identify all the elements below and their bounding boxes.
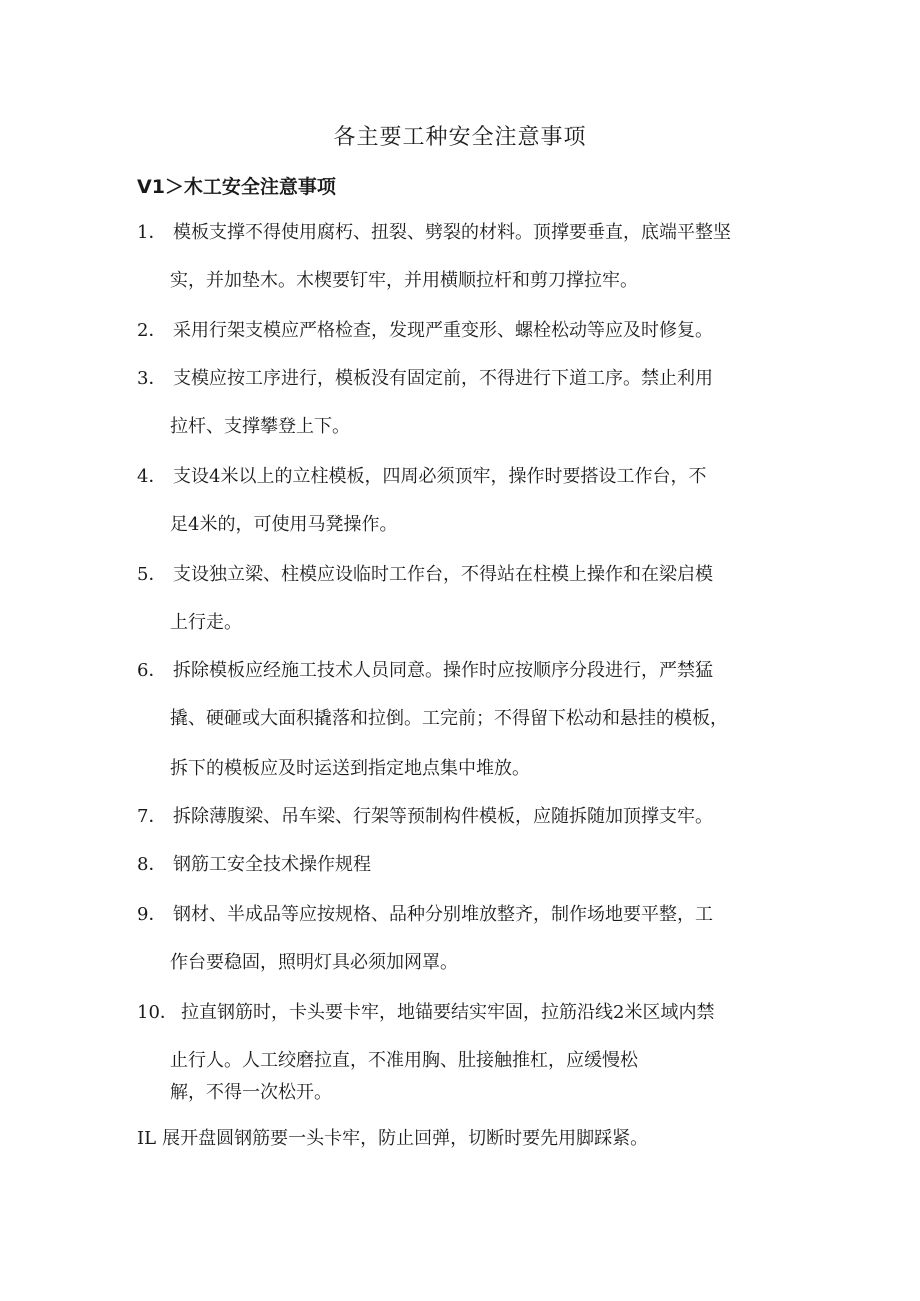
list-item-2	[137, 320, 713, 342]
list-item-10	[137, 1002, 714, 1024]
list-item-4	[137, 466, 706, 488]
list-item-7	[137, 806, 713, 828]
list-item-9	[137, 904, 713, 926]
item-text-continuation: 上行走。	[170, 612, 242, 633]
document-title: 各主要工种安全注意事项	[333, 125, 587, 150]
item-text: 支设4米以上的立柱模板，四周必须顶牢，操作时要搭设工作台，不	[173, 466, 707, 487]
list-item-6	[137, 660, 713, 682]
item-number: 3．	[137, 368, 167, 389]
item-text-continuation: 拆下的模板应及时运送到指定地点集中堆放。	[170, 758, 530, 779]
item-text: 钢筋工安全技术操作规程	[173, 854, 371, 875]
list-item-1	[137, 222, 731, 244]
item-number: 9．	[137, 904, 167, 925]
item-text: 采用行架支模应严格检查，发现严重变形、螺栓松动等应及时修复。	[173, 320, 713, 341]
item-text-continuation: 止行人。人工绞磨拉直，不准用胸、肚接触推杠，应缓慢松	[170, 1050, 638, 1071]
item-text-continuation: 实，并加垫木。木楔要钉牢，并用横顺拉杆和剪刀撑拉牢。	[170, 270, 638, 291]
list-item-8	[137, 854, 371, 876]
item-number: 7．	[137, 806, 167, 827]
section-heading: V1＞木工安全注意事项	[137, 176, 336, 198]
item-text: 拉直钢筋时，卡头要卡牢，地锚要结实牢固，拉筋沿线2米区域内禁	[181, 1002, 715, 1023]
item-text: 拆除模板应经施工技术人员同意。操作时应按顺序分段进行，严禁猛	[173, 660, 713, 681]
item-text: 展开盘圆钢筋要一头卡牢，防止回弹，切断时要先用脚踩紧。	[162, 1128, 649, 1149]
item-text-continuation: 足4米的，可使用马凳操作。	[170, 514, 398, 535]
list-item-11	[137, 1128, 648, 1150]
item-number: 6．	[137, 660, 167, 681]
item-number: 2．	[137, 320, 167, 341]
list-item-3	[137, 368, 713, 390]
item-text-continuation: 拉杆、支撑攀登上下。	[170, 416, 350, 437]
item-text-continuation: 作台要稳固，照明灯具必须加网罩。	[170, 952, 458, 973]
item-number: 10．	[137, 1002, 178, 1023]
item-text: 支模应按工序进行，模板没有固定前，不得进行下道工序。禁止利用	[173, 368, 713, 389]
item-text: 支设独立梁、柱模应设临时工作台，不得站在柱模上操作和在梁启模	[173, 564, 713, 585]
item-number: 4．	[137, 466, 167, 487]
list-item-5	[137, 564, 713, 586]
item-number: 5．	[137, 564, 167, 585]
item-text: 模板支撑不得使用腐朽、扭裂、劈裂的材料。顶撑要垂直，底端平整坚	[173, 222, 731, 243]
item-number: 1．	[137, 222, 167, 243]
item-text: 钢材、半成品等应按规格、品种分别堆放整齐，制作场地要平整，工	[173, 904, 713, 925]
item-text-continuation: 解，不得一次松开。	[170, 1082, 332, 1103]
item-text: 拆除薄腹梁、吊车梁、行架等预制构件模板，应随拆随加顶撑支牢。	[173, 806, 713, 827]
item-text-continuation: 撬、硬砸或大面积撬落和拉倒。工完前；不得留下松动和悬挂的模板，	[170, 708, 728, 729]
item-number: 8．	[137, 854, 167, 875]
item-number: IL	[137, 1128, 157, 1149]
